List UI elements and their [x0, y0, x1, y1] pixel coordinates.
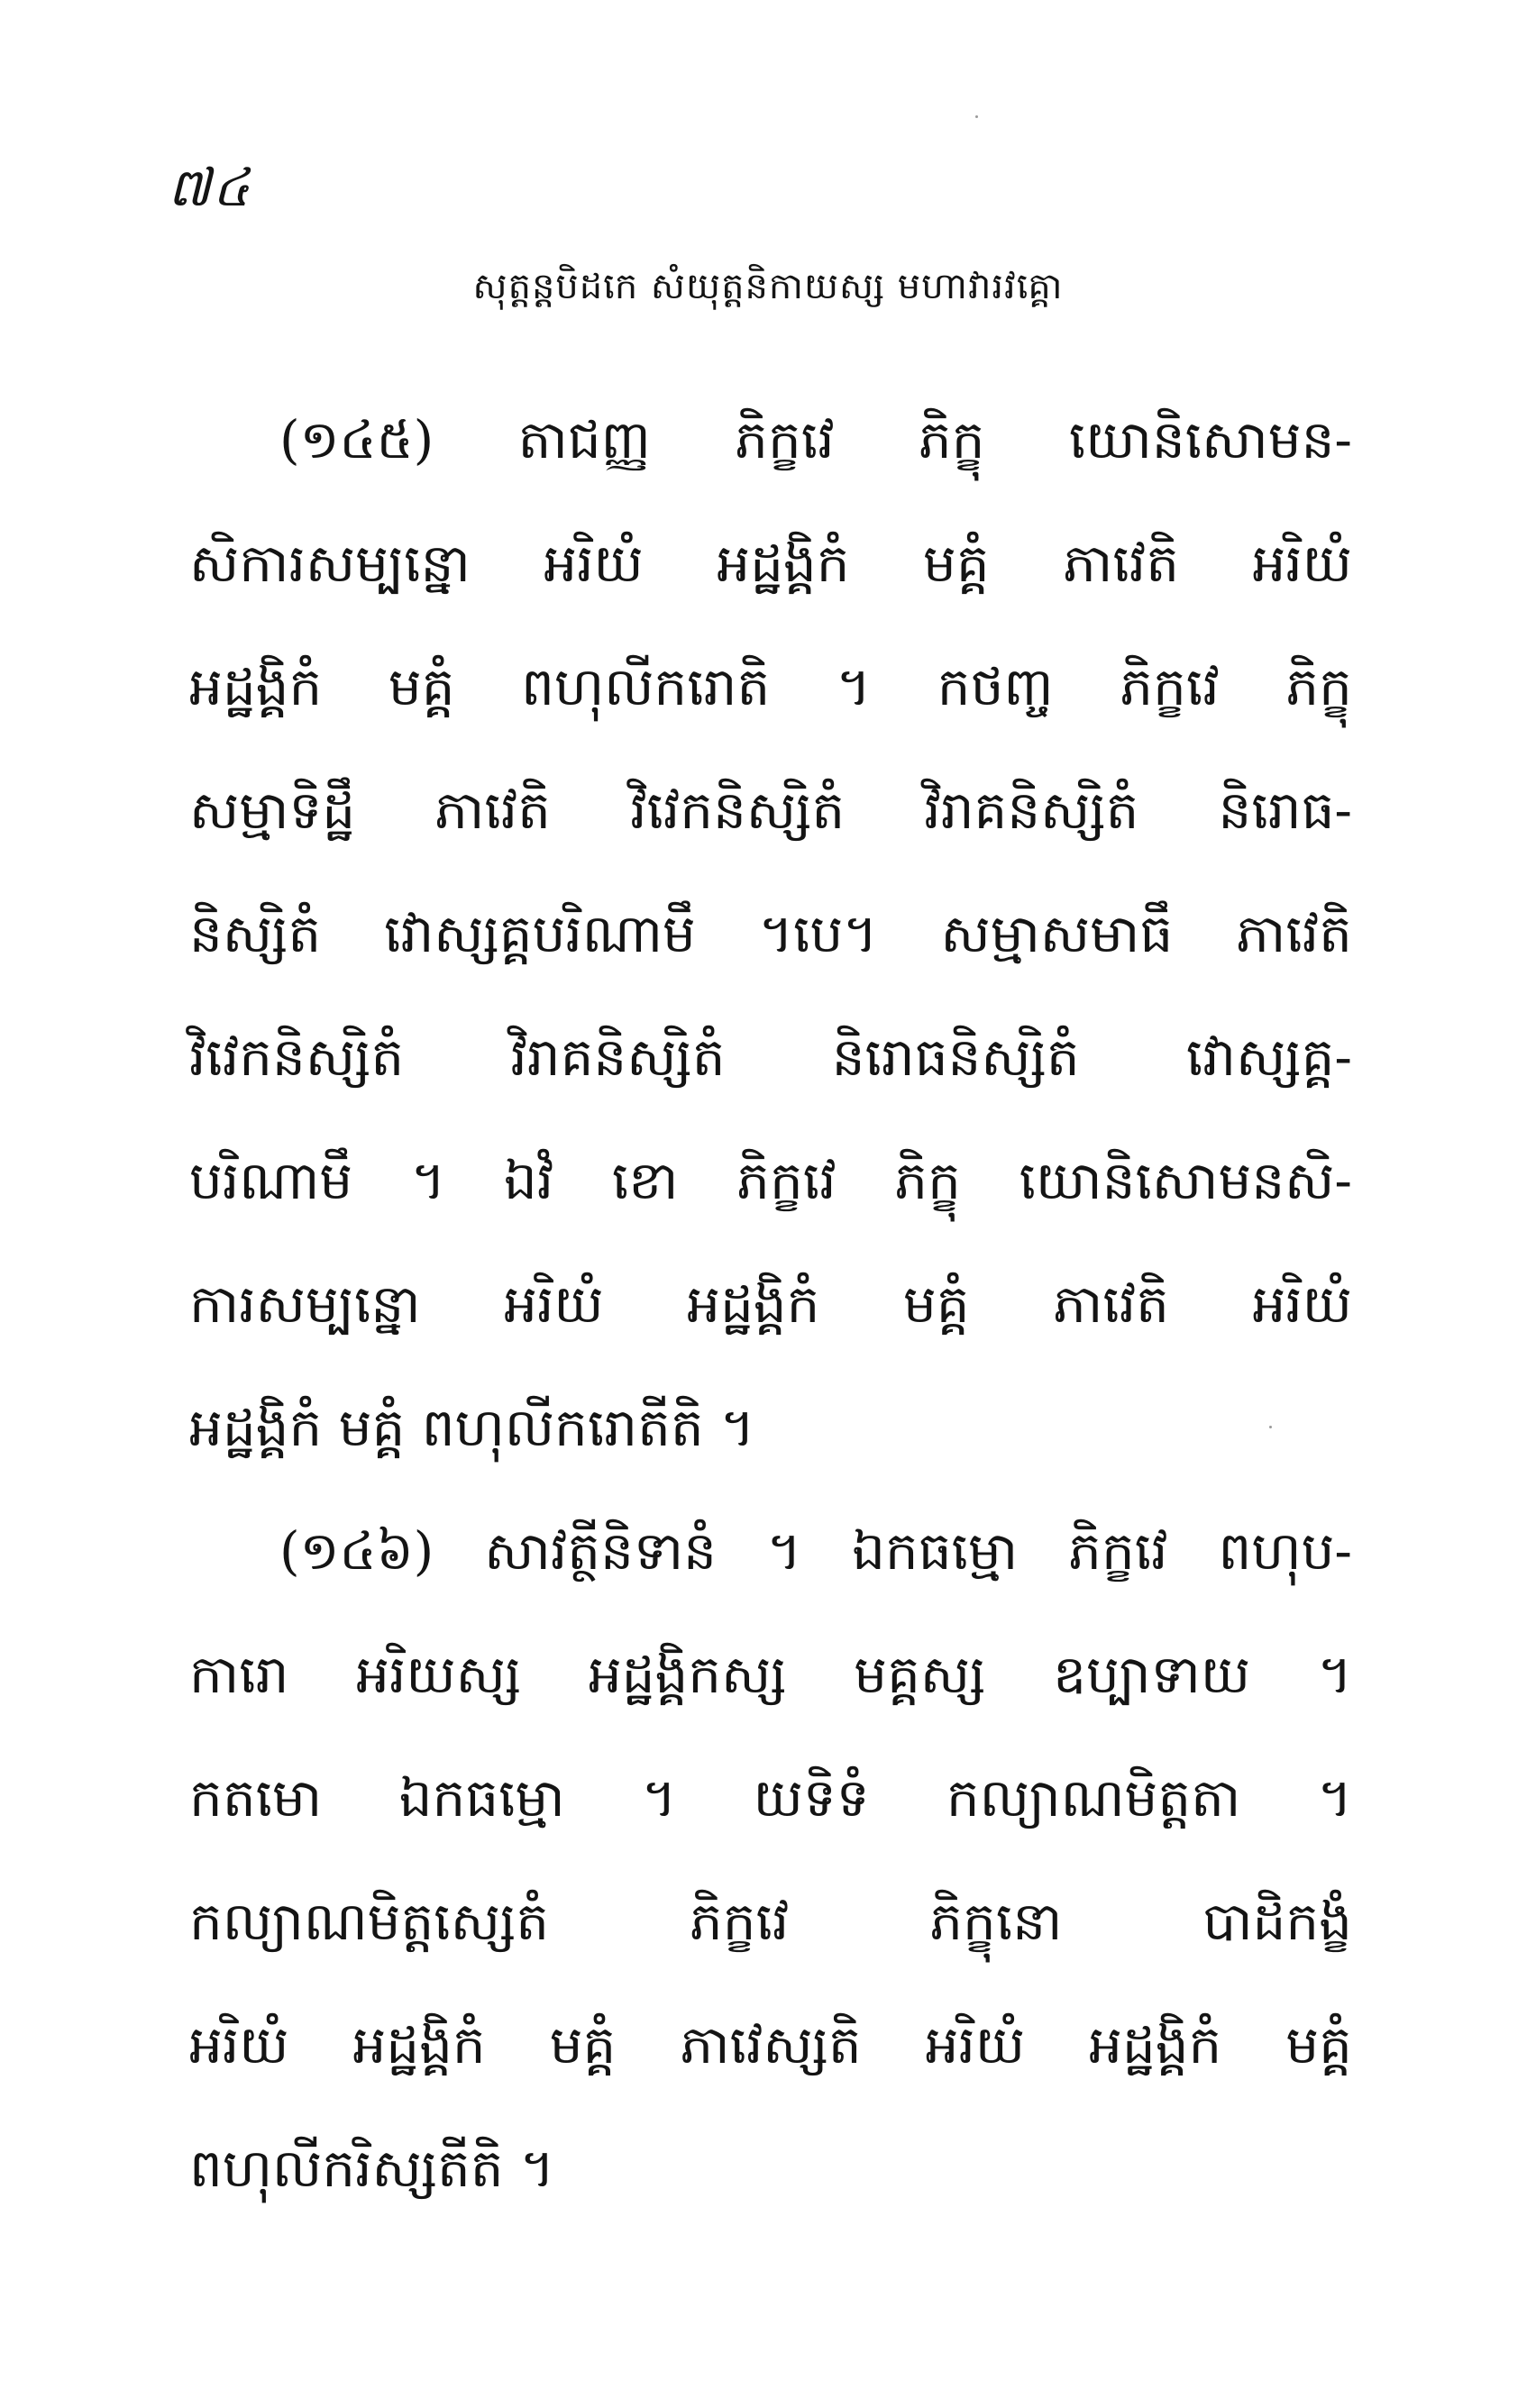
scan-speck [1269, 1426, 1272, 1428]
text-line: និស្សិតំ វោស្សគ្គបរិណាមឹ ។បេ។ សម្មាសមាធឹ ភាវេតិ [189, 903, 1352, 964]
text-line: ការោ អរិយស្ស អដ្ឋង្គិកស្ស មគ្គស្ស ឧប្បាទាយ ។ [189, 1644, 1352, 1705]
paragraph-146 [189, 1490, 1352, 2230]
text-line: កល្យាណមិត្តស្សេតំ ភិក្ខវេ ភិក្ខុនោ បាដិកង្ខំ [189, 1891, 1352, 1952]
text-line: អរិយំ អដ្ឋង្គិកំ មគ្គំ ភាវេស្សតិ អរិយំ អដ្ឋង្គិកំ មគ្គំ [189, 2014, 1352, 2075]
text-line: ការសម្បន្នោ អរិយំ អដ្ឋង្គិកំ មគ្គំ ភាវេតិ អរិយំ [189, 1273, 1352, 1335]
text-line: បរិណាមឹ ។ ឯវំ ខោ ភិក្ខវេ ភិក្ខុ យោនិសោមនសិ- [189, 1150, 1352, 1211]
text-line: អដ្ឋង្គិកំ មគ្គំ ពហុលីករោតីតិ ។ [189, 1397, 755, 1458]
text-line: កតមោ ឯកធម្មោ ។ យទិទំ កល្យាណមិត្តតា ។ [189, 1767, 1352, 1829]
text-line: សម្មាទិដ្ឋឹ ភាវេតិ វិវេកនិស្សិតំ វិរាគនិស្សិតំ និរោធ- [189, 780, 1352, 841]
text-line: (១៤៥) តាជញ្ញ ភិក្ខវេ ភិក្ខុ យោនិសោមន- [279, 409, 1352, 470]
text-line: (១៤៦) សាវត្ថីនិទានំ ។ ឯកធម្មោ ភិក្ខវេ ពហុប- [279, 1520, 1352, 1582]
page-number: ៧៤ [168, 157, 251, 218]
text-line: សិការសម្បន្នោ អរិយំ អដ្ឋង្គិកំ មគ្គំ ភាវេតិ អរិយំ [189, 533, 1352, 594]
text-line: ពហុលីករិស្សតីតិ ។ [189, 2138, 555, 2199]
running-header: សុត្តន្តបិដកេ សំយុត្តនិកាយស្ស មហាវារវគ្គោ [472, 266, 1064, 307]
body-text [189, 379, 1352, 2230]
text-line: វិវេកនិស្សិតំ វិរាគនិស្សិតំ និរោធនិស្សិតំ វោស្សគ្គ- [189, 1026, 1352, 1088]
scan-speck [975, 115, 978, 118]
text-line: អដ្ឋង្គិកំ មគ្គំ ពហុលីករោតិ ។ កថញ្ច ភិក្ខវេ ភិក្ខុ [189, 656, 1352, 717]
paragraph-145 [189, 379, 1352, 1490]
